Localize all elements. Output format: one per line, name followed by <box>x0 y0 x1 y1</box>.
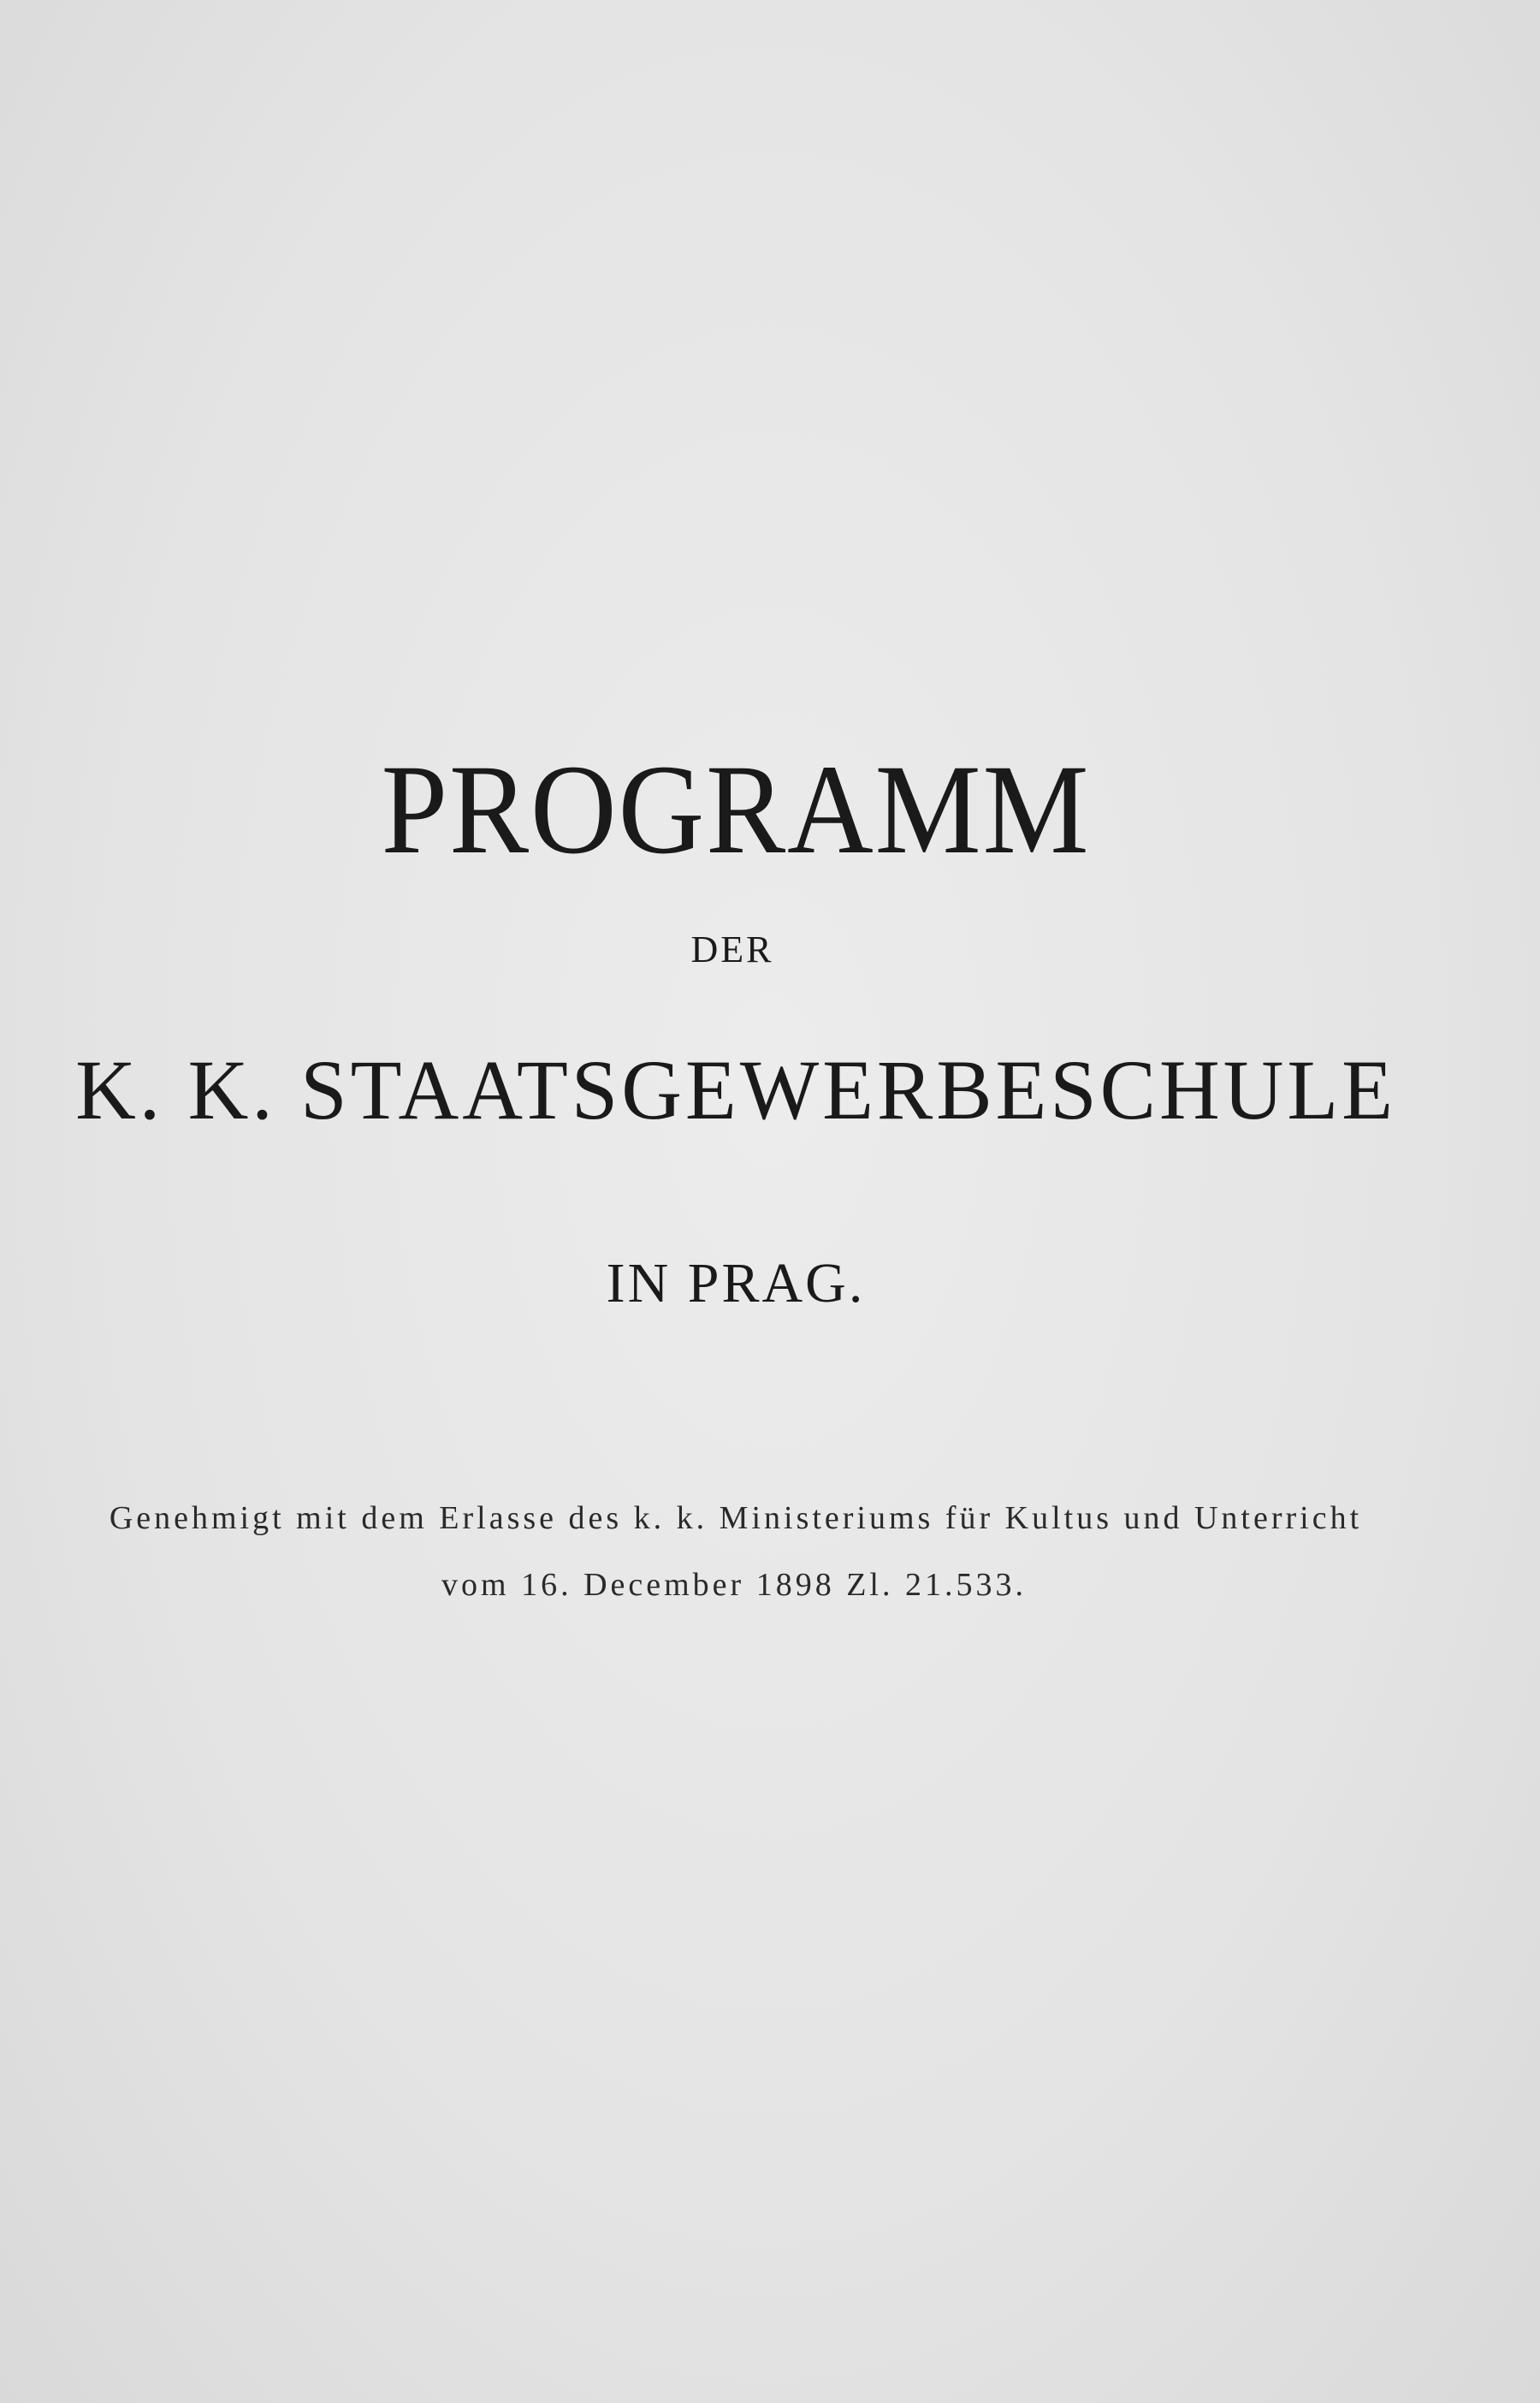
institution-location: IN PRAG. <box>606 1252 866 1314</box>
document-title: PROGRAMM <box>381 739 1091 881</box>
connector-word: DER <box>690 929 774 970</box>
approval-date: vom 16. December 1898 Zl. 21.533. <box>441 1567 1027 1603</box>
approval-note: Genehmigt mit dem Erlasse des k. k. Ministeriums für Kultus und Unterricht <box>109 1500 1363 1536</box>
institution-name: K. K. STAATSGEWERBESCHULE <box>75 1042 1396 1137</box>
